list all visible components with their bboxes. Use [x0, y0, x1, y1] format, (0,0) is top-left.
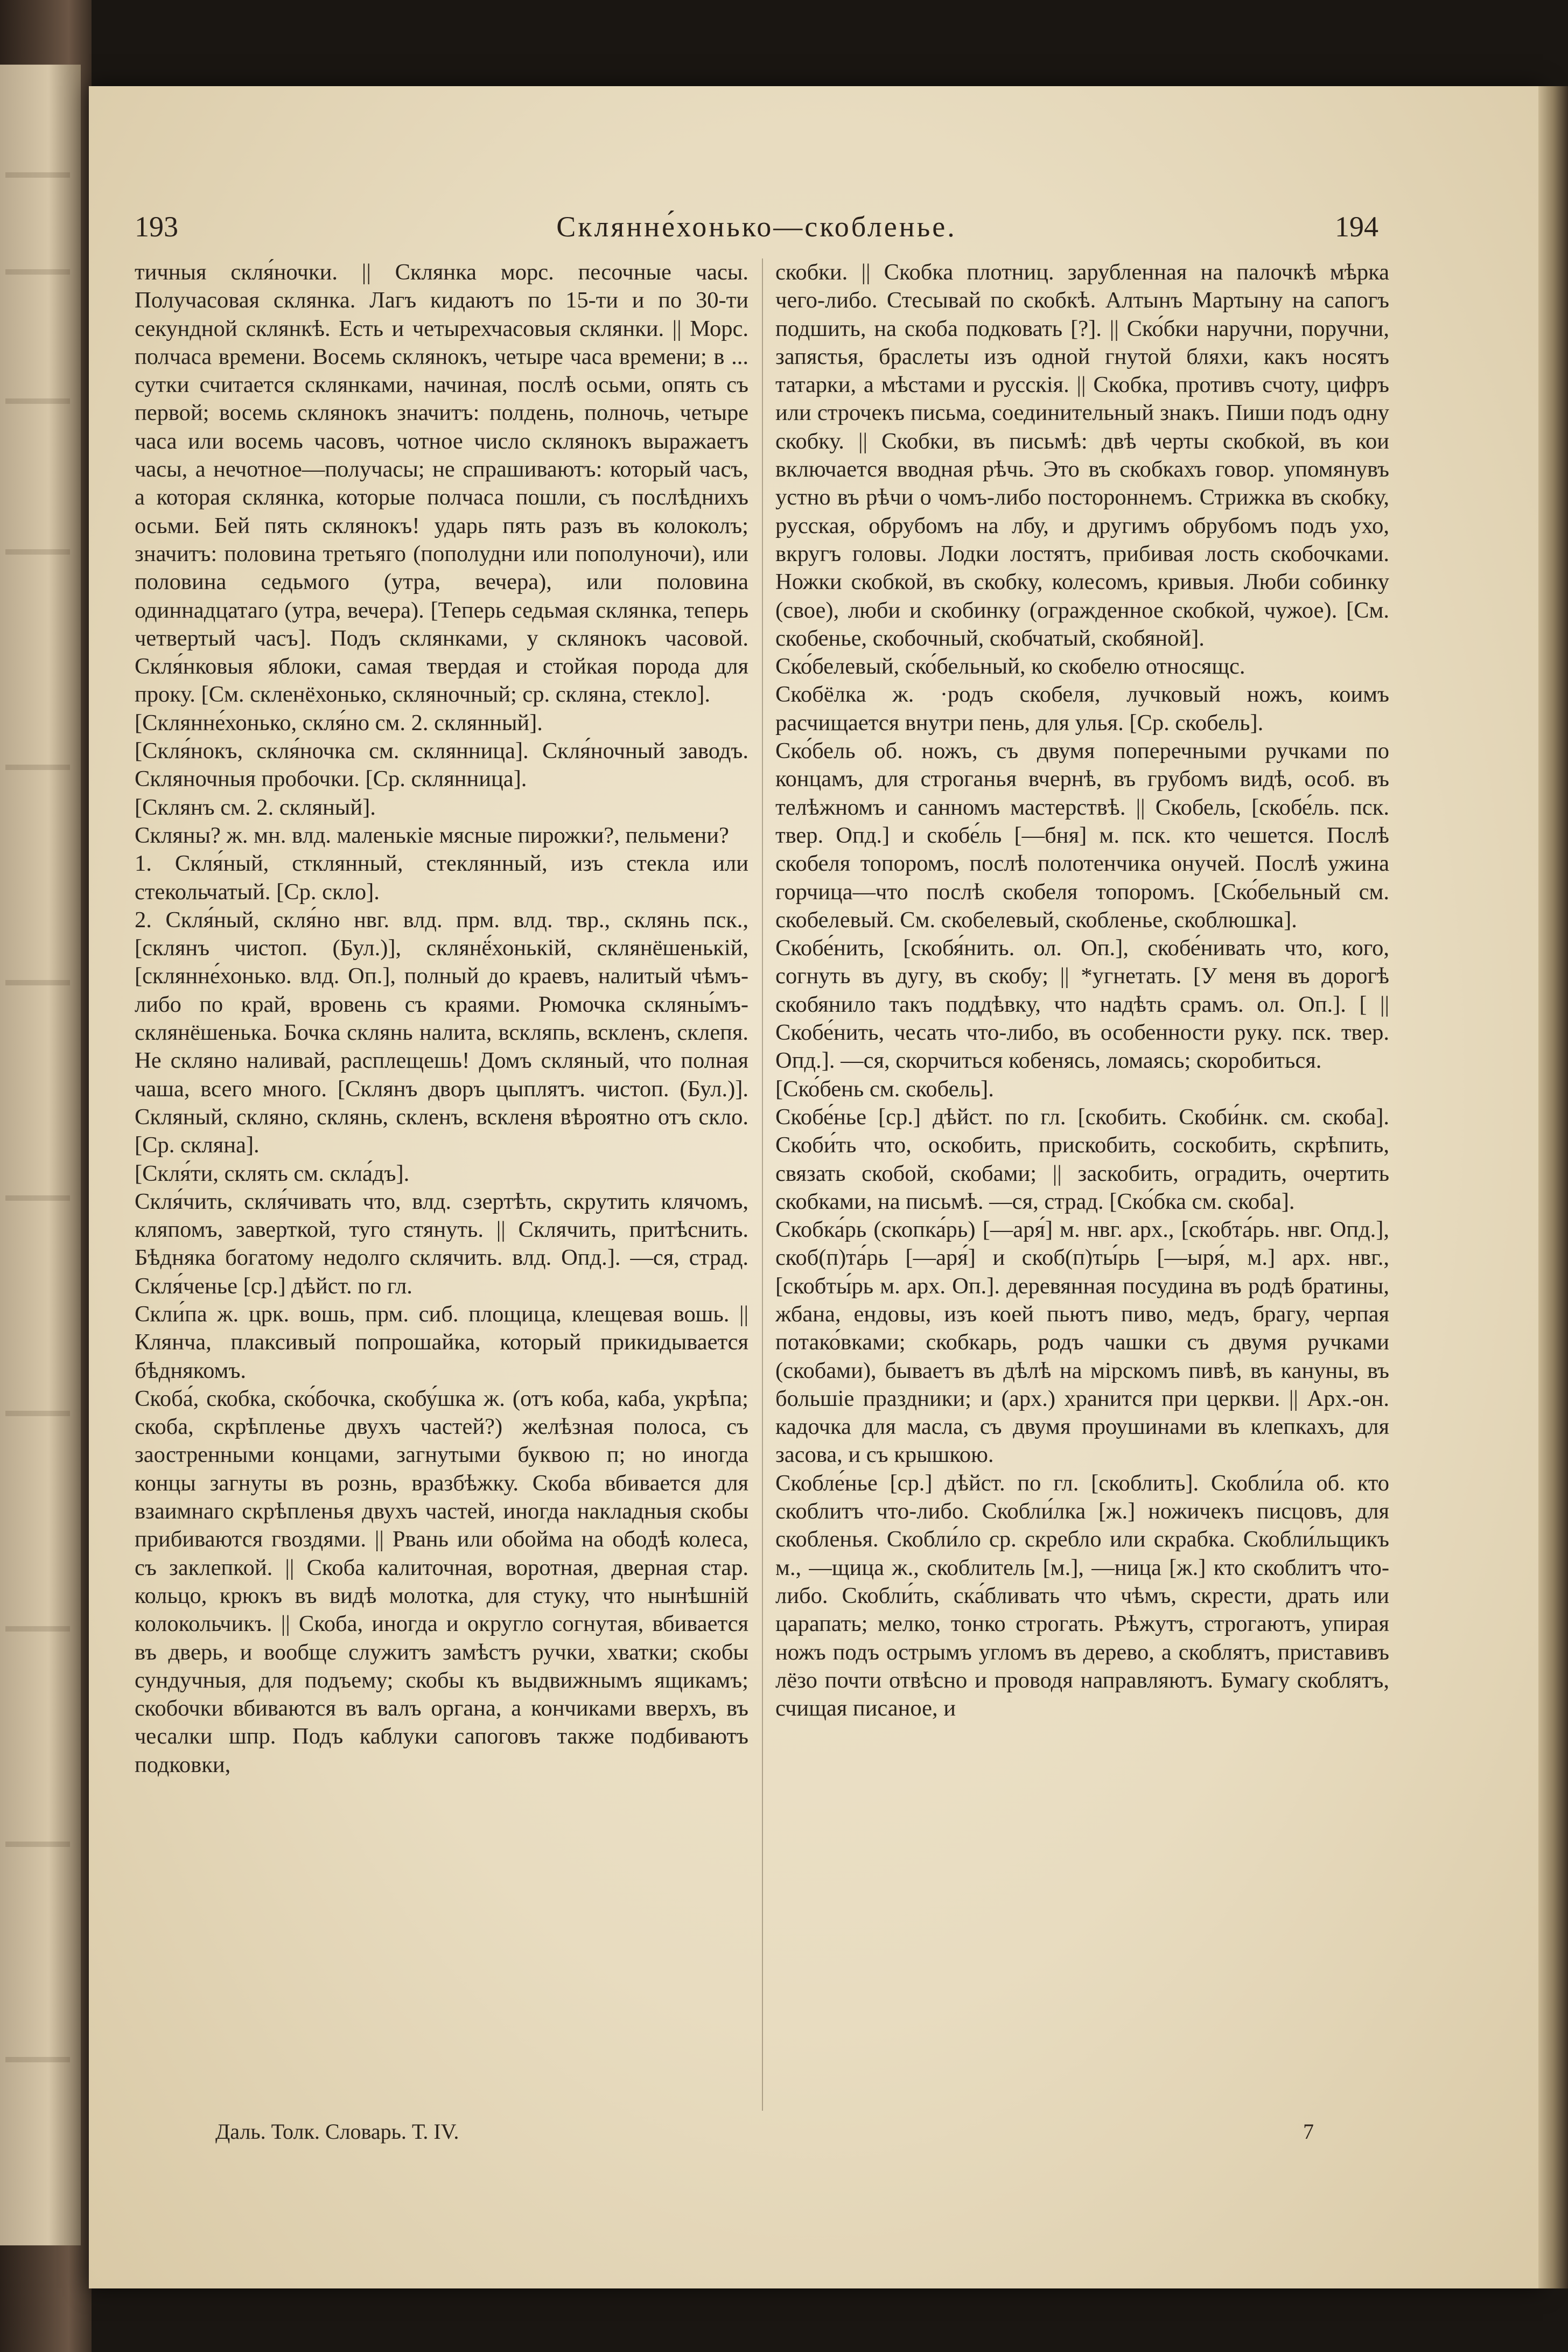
page-number-right: 194: [1335, 211, 1378, 243]
dictionary-entry: Скобка́рь (скопка́рь) [—аря́] м. нвг. арх., [скобта́рь. нвг. Опд.], скоб(п)та́рь [—аря́] и скоб(п)ты́рь [—ыря́, м.] арх. нвг., [скобты́рь м. арх. Оп.]. деревянная посудина въ родѣ братины, жбана, ендовы, изъ коей пьютъ пиво, медъ, брагу, черпая потако́вками; скобкарь, родъ чашки съ двумя ручками (скобами), бываетъ въ дѣлѣ на мірскомъ пивѣ, въ кануны, въ большіе праздники; и (арх.) хранится при церкви. || Арх.-он. кадочка для масла, съ двумя проушинами въ клепкахъ, для засова, и съ крышкою.: [775, 1217, 1389, 1468]
footer-sheet-number: 7: [1303, 2119, 1314, 2144]
dictionary-entry: [Склянне́хонько, скля́но см. 2. склянный].: [135, 710, 543, 736]
running-head: Склянне́хонько—скобленье.: [556, 211, 957, 243]
column-divider: [762, 258, 763, 2111]
dictionary-entry: Ско́бель об. ножъ, съ двумя поперечными ручками по концамъ, для строганья вчернѣ, въ грубомъ видѣ, особ. въ телѣжномъ и санномъ мастерствѣ. || Скобель, [скобе́ль. пск. твер. Опд.] и скобе́ль [—бня] м. пск. кто чешется. Послѣ скобеля топоромъ, послѣ полотенчика онучей. Послѣ ужина горчица—что послѣ скобеля топоромъ. [Ско́бельный см. скобелевый. См. скобелевый, скобленье, скоблюшка].: [775, 738, 1389, 933]
dictionary-entry: 1. Скля́ный, стклянный, стеклянный, изъ стекла или стекольчатый. [Ср. скло].: [135, 851, 748, 905]
right-column: [775, 258, 1389, 2111]
dictionary-entry: Скобе́нье [ср.] дѣйст. по гл. [скобить. Скоби́нк. см. скоба]. Скоби́ть что, оскобить, прискобить, соскобить, скрѣпить, связать скобой, скобами; || заскобить, оградить, очертить скобками, на письмѣ. —ся, страд. [Ско́бка см. скоба].: [775, 1104, 1389, 1214]
previous-page-edge: [0, 65, 81, 2245]
left-column: [135, 258, 748, 2111]
dictionary-entry: Ско́белевый, ско́бельный, ко скобелю относящс.: [775, 654, 1245, 680]
dictionary-entry: Скля́чить, скля́чивать что, влд. сзертѣть, скрутить клячомъ, кляпомъ, заверткой, туго стянуть. || Склячить, притѣснить. Бѣдняка богатому недолго склячить. влд. Опд.]. —ся, страд. Скля́ченье [ср.] дѣйст. по гл.: [135, 1188, 748, 1299]
dictionary-entry: Скобе́нить, [скобя́нить. ол. Оп.], скобе́нивать что, кого, согнуть въ дугу, въ скобу; || *угнетать. [У меня въ дорогѣ скобянило такъ поддѣвку, что надѣть срамъ. ол. Оп.]. [ || Скобе́нить, чесать что-либо, въ особенности руку. пск. твер. Опд.]. —ся, скорчиться кобенясь, ломаясь; скоробиться.: [775, 935, 1389, 1074]
dictionary-entry: скобки. || Скобка плотниц. зарубленная на палочкѣ мѣрка чего-либо. Стесывай по скобкѣ. Алтынъ Мартыну на сапогъ подшить, на скоба подковать [?]. || Ско́бки наручни, поручни, запястья, браслеты изъ одной гнутой бляхи, какъ носятъ татарки, а мѣстами и русскія. || Скобка, противъ счоту, цифръ или строчекъ письма, соединительный знакъ. Пиши подъ одну скобку. || Скобки, въ письмѣ: двѣ черты скобкой, въ кои включается вводная рѣчь. Это въ скобкахъ говор. упомянувъ устно въ рѣчи о чомъ-либо постороннемъ. Стрижка въ скобку, русская, обрубомъ на лбу, и другимъ обрубомъ подъ ухо, вкругъ головы. Лодки лостятъ, прибивая лость скобочками. Ножки скобкой, въ скобку, колесомъ, кривыя. Люби собинку (свое), люби и скобинку (огражденное скобкой, чужое). [См. скобенье, скобочный, скобчатый, скобяной].: [775, 260, 1389, 651]
dictionary-entry: тичныя скля́ночки. || Склянка морс. песочные часы. Получасовая склянка. Лагъ кидаютъ по 15-ти и по 30-ти секундной склянкѣ. Есть и четырехчасовыя склянки. || Морс. полчаса времени. Восемь склянокъ, четыре часа времени; в ... сутки считается склянками, начиная, послѣ осьми, опять съ первой; восемь склянокъ значитъ: полдень, полночь, четыре часа или восемь часовъ, чотное число склянокъ выражаетъ часы, а нечотное—получасы; не спрашиваютъ: который часъ, а которая склянка, которые полчаса пошли, съ послѣднихъ осьми. Бей пять склянокъ! ударь пять разъ въ колоколъ; значитъ: половина третьяго (пополудни или пополуночи), или половина седьмого (утра, вечера), или половина одиннадцатаго (утра, вечера). [Теперь седьмая склянка, теперь четвертый часъ]. Подъ склянками, у склянокъ часовой. Скля́нковыя яблоки, самая твердая и стойкая порода для проку. [См. скленёхонько, скляночный; ср. скляна, стекло].: [135, 260, 748, 708]
dictionary-entry: Скобёлка ж. ·родъ скобеля, лучковый ножъ, коимъ расчищается внутри пень, для улья. [Ср. скобель].: [775, 682, 1389, 736]
dictionary-entry: Скоба́, скобка, ско́бочка, скобу́шка ж. (отъ коба, каба, укрѣпа; скоба, скрѣпленье двухъ частей?) желѣзная полоса, съ заостренными концами, загнутыми буквою п; но иногда концы загнуты въ рознь, вразбѣжку. Скоба вбивается для взаимнаго скрѣпленья двухъ частей, иногда накладныя скобы прибиваются гвоздями. || Рвань или обойма на ободѣ колеса, съ заклепкой. || Скоба калиточная, воротная, дверная стар. кольцо, крюкъ въ видѣ молотка, для стуку, что нынѣшній колокольчикъ. || Скоба, иногда и округло согнутая, вбивается въ дверь, и вообще служитъ замѣстъ ручки, хватки; скобы сундучныя, для подъему; скобы къ выдвижнымъ ящикамъ; скобочки вбиваются въ валъ органа, а кончиками вверхъ, въ чесалки шпр. Подъ каблуки сапоговъ также подбиваютъ подковки,: [135, 1385, 748, 1777]
dictionary-entry: Скобле́нье [ср.] дѣйст. по гл. [скоблить]. Скобли́ла об. кто скоблитъ что-либо. Скобли́лка [ж.] ножичекъ писцовъ, для скобленья. Скобли́ло ср. скребло или скрабка. Скобли́льщикъ м., —щица ж., скоблитель [м.], —ница [ж.] кто скоблитъ что-либо. Скобли́ть, ска́бливать что чѣмъ, скрести, драть или царапать; мелко, тонко строгать. Рѣжутъ, строгаютъ, упирая ножъ подъ острымъ угломъ въ дерево, а скоблятъ, приставивъ лёзо почти отвѣсно и проводя направляютъ. Бумагу скоблятъ, счищая писаное, и: [775, 1470, 1389, 1721]
dictionary-entry: Скли́па ж. црк. вошь, прм. сиб. площица, клещевая вошь. || Клянча, плаксивый попрошайка, который прикидывается бѣднякомъ.: [135, 1301, 748, 1383]
page-number-left: 193: [135, 211, 178, 243]
page-stack-edge: [1538, 86, 1568, 2288]
dictionary-entry: [Ско́бень см. скобель].: [775, 1076, 994, 1102]
page-header: [135, 210, 1378, 248]
dictionary-entry: [Скля́нокъ, скля́ночка см. склянница]. Скля́ночный заводъ. Скляночныя пробочки. [Ср. склянница].: [135, 738, 748, 792]
footer-signature: Даль. Толк. Словарь. Т. IV.: [215, 2119, 459, 2144]
dictionary-entry: 2. Скля́ный, скля́но нвг. влд. прм. влд. твр., склянь пск., [склянъ чистоп. (Бул.)], склянё́хонькій, склянёшенькій, [склянне́хонько. влд. Оп.], полный до краевъ, налитый чѣмъ-либо по край, вровень съ краями. Рюмочка скляны́мъ-склянёшенька. Бочка склянь налита, вскляпь, вскленъ, склепя. Не скляно наливай, расплещешь! Домъ скляный, что полная чаша, всего много. [Склянъ дворъ цыплятъ. чистоп. (Бул.)]. Скляный, скляно, склянь, скленъ, вскленя вѣроятно отъ скло. [Ср. скляна].: [135, 907, 748, 1158]
dictionary-entry: [Склянъ см. 2. скляный].: [135, 794, 376, 820]
dictionary-entry: [Скля́ти, склять см. скла́дъ].: [135, 1160, 410, 1186]
dictionary-entry: Скляны? ж. мн. влд. маленькіе мясные пирожки?, пельмени?: [135, 822, 729, 848]
